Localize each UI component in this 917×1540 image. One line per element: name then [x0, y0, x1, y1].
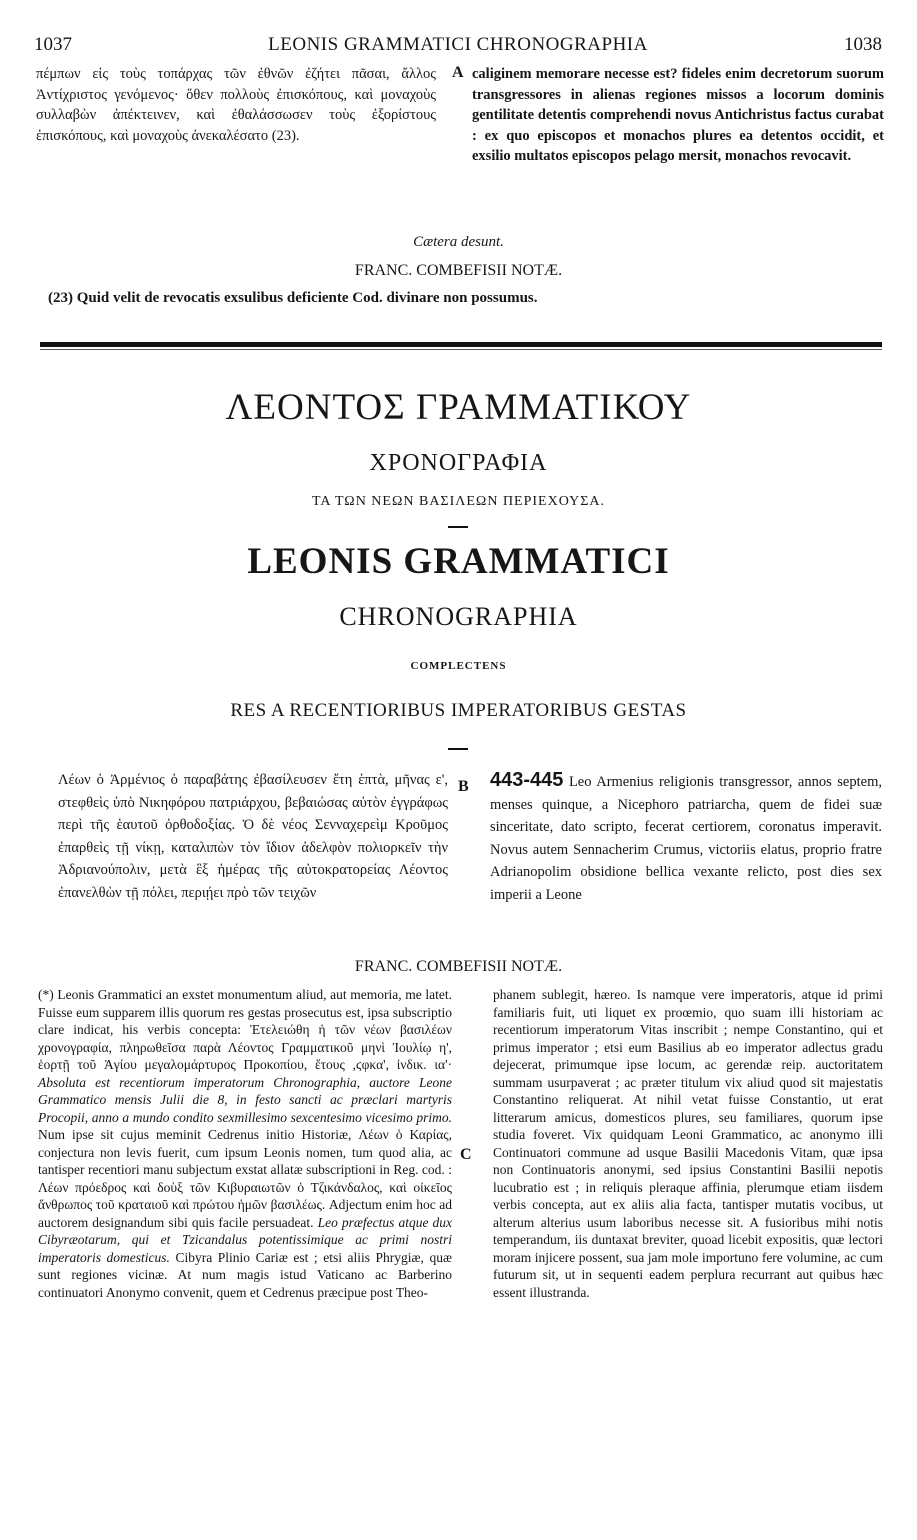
- cetera-desunt: Cætera desunt.: [413, 234, 504, 250]
- note-text-1: (*) Leonis Grammatici an exstet monumentum aliud, aut memoria, me latet. Fuisse eum supparem illis quorum res gestas prosecutus est, ipsa subscriptio clare indicat, his verbis concepta: Ἐτελειώθη ἡ τῶν νέων βασιλέων χρονογραφία, πληρωθεῖσα παρὰ Λέοντος Γραμματικοῦ μηνὶ Ἰουλίῳ η', ἑορτῇ τοῦ Ἁγίου μεγαλομάρτυρος Προκοπίου, ἔτους ,ϛφκα', ἰνδικ. ια'·: [38, 987, 452, 1072]
- greek-subtitle: ΧΡΟΝΟΓΡΑΦΙΑ: [369, 450, 548, 476]
- notes-column-left: [38, 986, 452, 1301]
- running-head: [34, 34, 882, 56]
- running-title: LEONIS GRAMMATICI CHRONOGRAPHIA: [268, 34, 648, 55]
- margin-letter-b: B: [458, 778, 469, 795]
- notae-heading-top: FRANC. COMBEFISII NOTÆ.: [354, 262, 563, 279]
- greek-title: ΛΕΟΝΤΟΣ ΓΡΑΜΜΑΤΙΚΟΥ: [225, 387, 692, 428]
- page-number-right: 1038: [844, 34, 882, 55]
- notes-column-right: phanem sublegit, hæreo. Is namque vere imperatoris, atque id primi familiaris fuit, uti liquet ex proœmio, quo suam illi historiam ac recentiorum imperatorum Vitas inscribit ; nempe Constantino, qui et primus imperator ; etsi eum Basilius ab eo imperator adlectus gradu dejecerat, primumque ipse locum, ac gerendæ reip. auctoritatem summam usurpaverat ; ac præter titulum vix aliud quod sit majestatis Constantino reliquerat. At nihil vetat fuisse Constantio, ut erat litterarum amicus, domesticos plures, seu familiares, quorum ipse studia foveret. Vix quidquam Leoni Grammatico, ac anonymo illi Continuatori commune ad usque Basilii Macedonis Vitam, quæ ipsa non Continuatoris anonymi, sed ipsius Constantini Basilii nepotis lucubratio est ; in reliquis pleraque affinia, plerumque etiam iisdem verbis concepta, aut ex aliis alia facta, tantisper mutatis vocibus, ut alterum alterius usum laboribus necesse sit. A fusioribus mihi notis temperandum, iis duntaxat breviter, quoad licebit expositis, quæ lectori moram injicere possent, sua jam mole importuno fere volumine, ac cum futurum sit, ut in sequenti eadem perplura recurrant aut quibus hæc essent illustranda.: [493, 987, 883, 1300]
- latin-column-main: [490, 769, 882, 906]
- section-rule-thin: [40, 349, 882, 350]
- greek-subtitle-2: ΤΑ ΤΩΝ ΝΕΩΝ ΒΑΣΙΛΕΩΝ ΠΕΡΙΕΧΟΥΣΑ.: [311, 494, 606, 509]
- note-23: (23) Quid velit de revocatis exsulibus deficiente Cod. divinare non possumus.: [48, 290, 538, 306]
- page-reference: 443-445: [490, 769, 564, 791]
- latin-subtitle: CHRONOGRAPHIA: [339, 602, 578, 631]
- complectens-label: COMPLECTENS: [410, 660, 507, 672]
- latin-column-top: caliginem memorare necesse est? fideles enim decretorum suorum transgressores in alienas regiones missos a locorum dominis gentilitate detentis comprehendi novus Antichristus factus curabat : ex quo episcopos et monachos plures ea detentos occidit, et exsilio multatos episcopos pelago mersit, monachos revocavit.: [472, 66, 884, 164]
- margin-letter-a: A: [452, 64, 464, 81]
- title-dash-2: [448, 748, 468, 750]
- note-text-3: Cibyra Plinio Cariæ est ; etsi aliis Phrygiæ, quæ sunt regiones vicinæ. At num magis istud Vaticano ac Barberino continuatori Anonymo convenit, quem et Cedrenus præcipue post Theo-: [38, 1249, 452, 1300]
- note-italic-2: Leo præfectus atque dux Cibyræotarum, qui et Tzicandalus potentissimique ac primi nostri imperatoris domesticus.: [38, 1214, 453, 1265]
- latin-title: LEONIS GRAMMATICI: [247, 541, 670, 582]
- greek-column-top: πέμπων εἰς τοὺς τοπάρχας τῶν ἐθνῶν ἐζήτει πᾶσαι, ἄλλος Ἀντίχριστος γενόμενος· ὅθεν πολλοὺς ἐπισκόπους, καὶ μοναχοὺς συλλαβὼν ἀπέκτεινεν, καὶ ἐθαλάσσωσεν τοὺς ἐξορίστους ἐπισκόπους, καὶ μοναχοὺς ἀνεκαλέσατο (23).: [36, 66, 436, 144]
- page-number-left: 1037: [34, 34, 72, 55]
- note-italic-1: Absoluta est recentiorum imperatorum Chronographia, auctore Leone Grammatico mensis Julii die 8, in festo sancti ac præclari martyris Procopii, anno a mundo condito sexmillesimo sexcentesimo vicesimo primo.: [38, 1074, 452, 1125]
- greek-column-main: Λέων ὁ Ἀρμένιος ὁ παραβάτης ἐβασίλευσεν ἔτη ἑπτὰ, μῆνας ε', στεφθεὶς ὑπὸ Νικηφόρου πατριάρχου, βεβαιώσας αὐτὸν ἐγγράφως περὶ τῆς ἑαυτοῦ ὀρθοδοξίας. Ὁ δὲ νέος Σενναχερεὶμ Κροῦμος ἐπαρθεὶς τῇ νίκῃ, καταλιπὼν τὸν ἴδιον ἀδελφὸν πολιορκεῖν τὴν Ἀδριανούπολιν, μετὰ ἓξ ἡμέρας τῆς αὐτοκρατορείας Λέοντος ἐπανελθὼν τῇ πόλει, περιῄει πρὸ τῶν τειχῶν: [58, 772, 448, 901]
- margin-letter-c: C: [460, 1146, 472, 1163]
- res-gestas-line: RES A RECENTIORIBUS IMPERATORIBUS GESTAS: [230, 700, 687, 721]
- section-rule: [40, 342, 882, 347]
- latin-main-text: Leo Armenius religionis transgressor, annos septem, menses quinque, a Nicephoro patriarcha, quem de fidei suæ sinceritate, dato scripto, fecerat certiorem, coronatus imperavit. Novus autem Sennacherim Crumus, victoriis elatus, proprio fratre Adrianopolim obsidione bellica vexante relicto, post dies sex imperii a Leone: [490, 774, 882, 903]
- note-text-2: Num ipse sit cujus meminit Cedrenus initio Historiæ, Λέων ὁ Καρίας, conjectura non levis fuerit, cum ipsum Leonis nomen, tum quod alia, ac tantisper recentiori manu subjectum exstat allatæ subscriptioni in Reg. cod. : Λέων πρόεδρος καὶ δοὺξ τῶν Κιβυραιωτῶν ὁ Τζικάνδαλος, καὶ οἰκεῖος ἄνθρωπος τοῦ κραταιοῦ καὶ πρώτου ἡμῶν βασιλέως. Adjectum enim hoc ad auctorem designandum sibi quis facile persuadeat.: [38, 1127, 452, 1230]
- title-dash-1: [448, 526, 468, 528]
- notae-heading-main: FRANC. COMBEFISII NOTÆ.: [354, 958, 563, 975]
